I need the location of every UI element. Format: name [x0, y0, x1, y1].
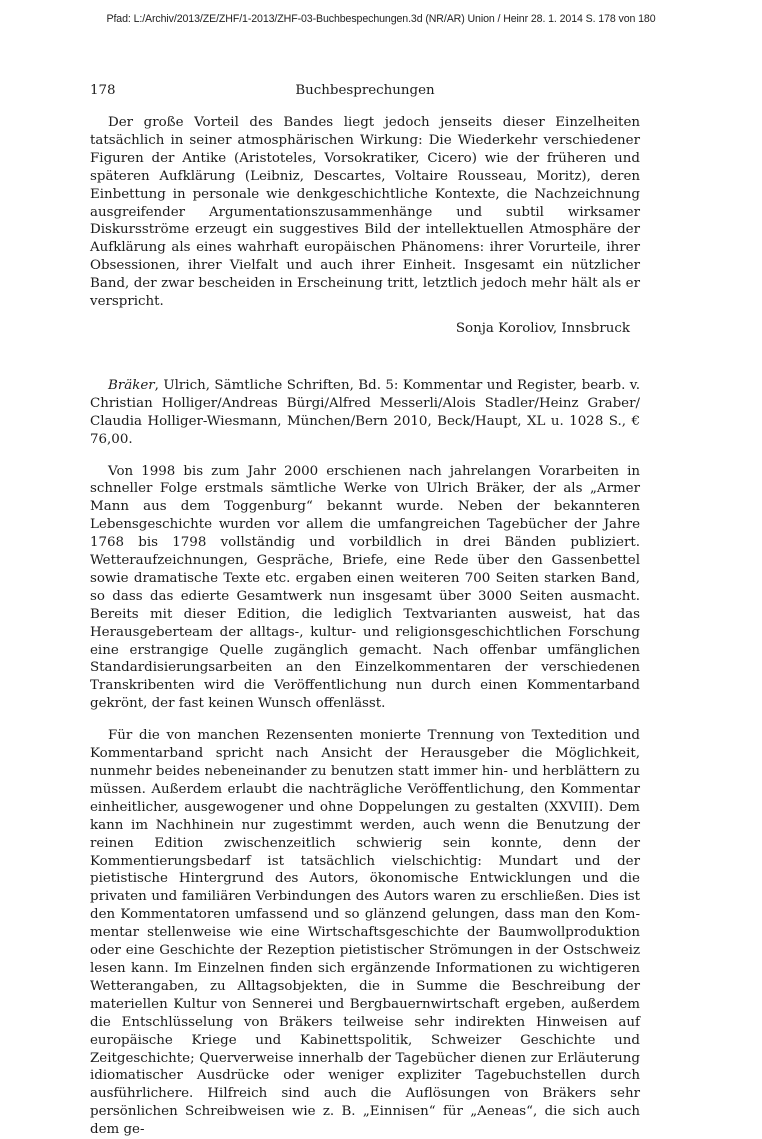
bibliography-author: Bräker	[108, 377, 155, 393]
running-head-title: Buchbesprechungen	[295, 83, 435, 98]
file-path-slug: Pfad: L:/Archiv/2013/ZE/ZHF/1-2013/ZHF-03-Buchbespechungen.3d (NR/AR) Union / Heinr 28. 1. 2014 S. 178 von 180	[106, 13, 656, 25]
page-body	[90, 80, 640, 1139]
review-paragraph: Von 1998 bis zum Jahr 2000 erschienen nach jahrelangen Vorarbeiten in schneller Folge erstmals sämtliche Werke von Ulrich Bräker, der als „Armer Mann aus dem Toggenburg“ bekannt wurde. Neben der bekannteren Lebensgeschichte wurden vor allem die umfangreichen Tagebücher der Jahre 1768 bis 1798 vollständig und vorbildlich in drei Bänden publiziert. Wetteraufzeichnungen, Gespräche, Briefe, eine Rede über den Gassenbettel sowie dramatische Texte etc. ergaben einen weiteren 700 Seiten starken Band, so dass das edierte Gesamtwerk nun insgesamt über 3000 Seiten ausmacht. Bereits mit dieser Edition, die lediglich Textvarianten ausweist, hat das Herausgeberteam der alltags-, kultur- und religionsgeschichtlichen Forschung eine erstrangige Quelle zugänglich gemacht. Nach offenbar umfänglichen Standardisierungsarbeiten an den Einzelkommentaren der verschiedenen Transkribenten wird die Veröffentlichung nun durch einen Kommentarband gekrönt, der fast keinen Wunsch offenlässt.	[90, 463, 640, 712]
reviewer-signature: Sonja Koroliov, Innsbruck	[455, 320, 630, 336]
page-number: 178	[90, 83, 116, 98]
running-head	[90, 80, 640, 100]
review-paragraph: Für die von manchen Rezensenten monierte Trennung von Textedition und Kommentarband spricht nach Ansicht der Herausgeber die Möglichkeit, nunmehr beides nebeneinander zu benutzen statt immer hin- und herblättern zu müssen. Außerdem erlaubt die nachträgliche Veröffentlichung, den Kommentar einheitlicher, ausgewogener und ohne Doppelungen zu gestalten (XXVIII). Dem kann im Nachhinein nur zugestimmt werden, auch wenn die Benutzung der reinen Edition zwischenzeitlich schwierig sein konnte, denn der Kommentierungsbedarf ist tatsächlich vielschichtig: Mundart und der pietistische Hintergrund des Autors, ökonomische Entwicklungen und die privaten und familiären Verbindungen des Autors waren zu erschließen. Dies ist den Kommentatoren umfassend und so glänzend gelungen, dass man den Kommentar stellenweise wie eine Wirtschaftsgeschichte der Baumwollproduktion oder eine Geschichte der Rezeption pietistischer Strömungen in der Ostschweiz lesen kann. Im Einzelnen finden sich ergänzende Informationen zu wichtigeren Wetterangaben, zu Alltagsobjekten, die in Summe die Beschreibung der materiellen Kultur von Sennerei und Bergbauernwirtschaft ergeben, außerdem die Entschlüsselung von Bräkers teilweise sehr indirekten Hinweisen auf europäische Kriege und Kabinettspolitik, Schweizer Geschichte und Zeitgeschichte; Querverweise innerhalb der Tagebücher dienen zur Erläuterung idiomatischer Ausdrücke oder weniger expliziter Tagebuchstellen durch ausführlichere. Hilfreich sind auch die Auflösungen von Bräkers sehr persönlichen Schreibweisen wie z. B. „Einnisen“ für „Aeneas“, die sich auch dem ge-	[90, 728, 640, 1138]
bibliography-details: , Ulrich, Sämtliche Schriften, Bd. 5: Kommentar und Register, bearb. v. Christian Holliger/Andreas Bürgi/Alfred Messerli/Alois Stadler/Heinz Graber/ Claudia Holliger-Wiesmann, München/Bern 2010, Beck/Haupt, XL u. 1028 S., € 76,00.	[90, 377, 640, 447]
paragraph-spacer	[90, 713, 640, 727]
review-paragraph: Der große Vorteil des Bandes liegt jedoch jenseits dieser Einzelheiten tatsächlich in seiner atmosphärischen Wirkung: Die Wiederkehr verschiedener Figuren der Antike (Aristoteles, Vorsokratiker, Cicero) wie der früheren und späteren Aufklärung (Leibniz, Descartes, Voltaire Rousseau, Moritz), deren Einbettung in personale wie denkgeschichtliche Kontexte, die Nachzeichnung ausgreifender Argumentationszusammenhänge und subtil wirksamer Diskursströme erzeugt ein suggestives Bild der intellektuellen Atmosphäre der Aufklärung als eines wahrhaft europäischen Phänomens: ihrer Vorurteile, ihrer Obsessionen, ihrer Vielfalt und auch ihrer Einheit. Insgesamt ein nützlicher Band, der zwar bescheiden in Erscheinung tritt, letztlich jedoch mehr hält als er verspricht.	[90, 115, 640, 310]
bibliographic-entry	[90, 377, 640, 449]
